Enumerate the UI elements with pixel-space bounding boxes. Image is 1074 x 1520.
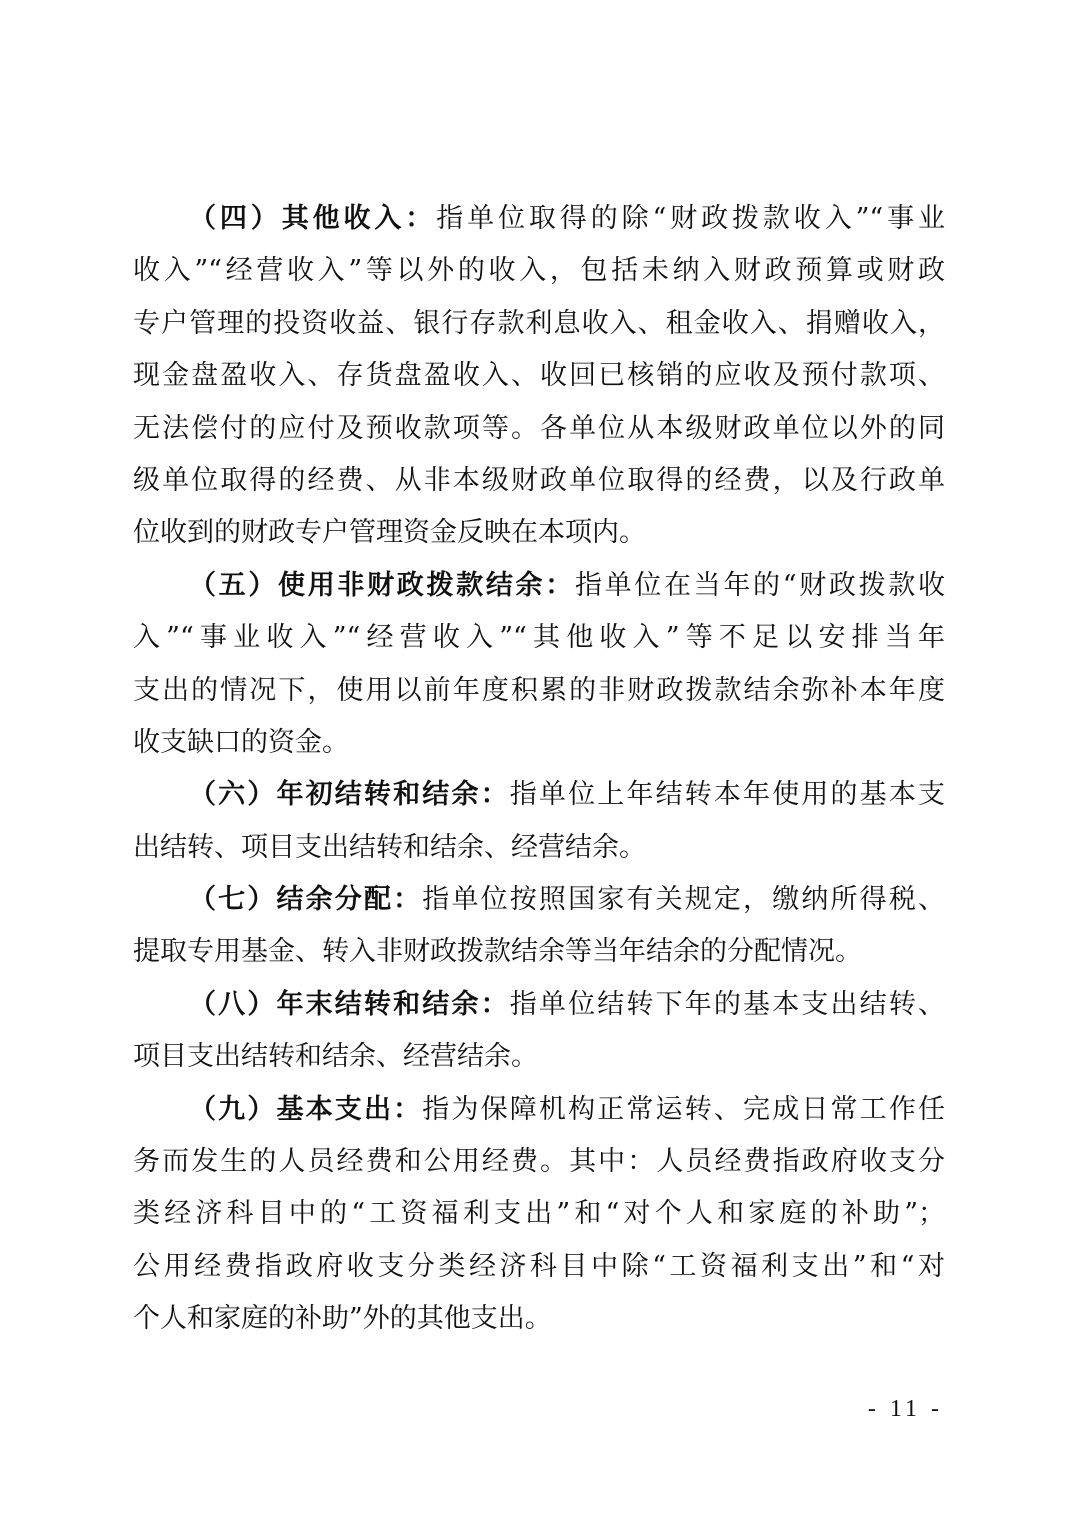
text-line — [133, 560, 945, 612]
document-body — [133, 193, 945, 1346]
page-number: - 11 - — [867, 1396, 943, 1422]
text-line — [133, 298, 945, 350]
line-text: 指单位取得的除“财政拨款收入”“事业 — [436, 203, 945, 234]
line-text: 支出的情况下，使用以前年度积累的非财政拨款结余弥补本年度 — [133, 674, 945, 706]
line-text: 收入”“经营收入”等以外的收入，包括未纳入财政预算或财政 — [133, 255, 945, 287]
text-line — [133, 1084, 945, 1136]
line-text: 无法偿付的应付及预收款项等。各单位从本级财政单位以外的同 — [133, 412, 945, 444]
line-text: 务而发生的人员经费和公用经费。其中：人员经费指政府收支分 — [133, 1146, 945, 1178]
text-line — [133, 507, 945, 559]
paragraph-heading: （九）基本支出： — [189, 1093, 423, 1125]
line-text: 入”“事业收入”“经营收入”“其他收入”等不足以安排当年 — [133, 622, 945, 654]
paragraph-heading: （四）其他收入： — [189, 203, 437, 234]
paragraph — [133, 769, 945, 874]
text-line — [133, 193, 945, 245]
paragraph — [133, 874, 945, 979]
line-text: 项目支出结转和结余、经营结余。 — [133, 1041, 538, 1073]
paragraph-heading: （七）结余分配： — [189, 884, 423, 916]
line-text: 指单位上年结转本年使用的基本支 — [509, 779, 946, 811]
paragraph — [133, 193, 945, 560]
text-line — [133, 612, 945, 664]
line-text: 指单位按照国家有关规定，缴纳所得税、 — [422, 884, 946, 916]
text-line — [133, 245, 945, 297]
text-line — [133, 717, 945, 769]
line-text: 收支缺口的资金。 — [133, 726, 349, 758]
text-line — [133, 1031, 945, 1083]
line-text: 指单位结转下年的基本支出结转、 — [509, 988, 946, 1020]
line-text: 提取专用基金、转入非财政拨款结余等当年结余的分配情况。 — [133, 936, 862, 968]
text-line — [133, 1188, 945, 1240]
text-line — [133, 665, 945, 717]
line-text: 出结转、项目支出结转和结余、经营结余。 — [133, 831, 646, 863]
text-line — [133, 1136, 945, 1188]
line-text: 位收到的财政专户管理资金反映在本项内。 — [133, 517, 646, 549]
text-line — [133, 455, 945, 507]
text-line — [133, 926, 945, 978]
paragraph — [133, 1084, 945, 1346]
text-line — [133, 874, 945, 926]
text-line — [133, 769, 945, 821]
line-text: 级单位取得的经费、从非本级财政单位取得的经费，以及行政单 — [133, 464, 945, 496]
paragraph-heading: （八）年末结转和结余： — [189, 988, 510, 1020]
line-text: 现金盘盈收入、存货盘盈收入、收回已核销的应收及预付款项、 — [133, 360, 945, 392]
text-line — [133, 403, 945, 455]
line-text: 个人和家庭的补助”外的其他支出。 — [133, 1303, 552, 1335]
text-line — [133, 1293, 945, 1345]
text-line — [133, 350, 945, 402]
paragraph — [133, 560, 945, 770]
paragraph-heading: （五）使用非财政拨款结余： — [189, 569, 575, 601]
line-text: 指为保障机构正常运转、完成日常工作任 — [422, 1093, 946, 1125]
text-line — [133, 822, 945, 874]
line-text: 类经济科目中的“工资福利支出”和“对个人和家庭的补助”； — [133, 1198, 945, 1230]
paragraph-heading: （六）年初结转和结余： — [189, 779, 510, 811]
text-line — [133, 979, 945, 1031]
line-text: 公用经费指政府收支分类经济科目中除“工资福利支出”和“对 — [133, 1250, 945, 1282]
text-line — [133, 1241, 945, 1293]
line-text: 专户管理的投资收益、银行存款利息收入、租金收入、捐赠收入， — [133, 307, 945, 339]
line-text: 指单位在当年的“财政拨款收 — [574, 569, 945, 601]
paragraph — [133, 979, 945, 1084]
